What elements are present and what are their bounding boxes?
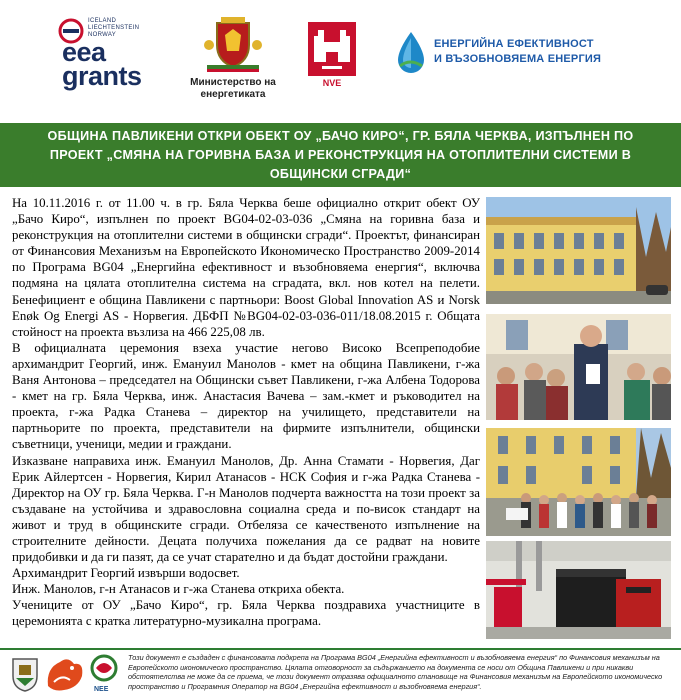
eea-grants-logo [58,18,168,98]
energy-efficiency-text: ЕНЕРГИЙНА ЕФЕКТИВНОСТ И ВЪЗОБНОВЯЕМА ЕНЕРГИЯ [434,38,602,65]
paragraph-students: Учениците от ОУ „Бачо Киро“, гр. Бяла Черква поздравиха участниците в церемонията с кратка литературно-музикална програма. [12,598,480,629]
ministry-label: Министерство на енергетиката [190,77,276,100]
paragraph-attendees: В официалната церемония взеха участие негово Високо Всепреподобие архимандрит Георгий, инж. Емануил Манолов - кмет на община Павликени, г-жа Ваня Антонова – председател на Общински съвет Павликени, г-жа Албена Тодорова - кмет на гр. Бяла Черква, инж. Анастасия Вачева – зам.-кмет и ръководител на проекта, г-жа Радка Станева – директор на училището, представители на партньорите по проекта, представители на фирмите изпълнители, общински съветници, ученици, медии и граждани. [12,340,480,452]
article-body [12,195,480,630]
logo-header [0,0,681,117]
nve-label: NVE [322,78,342,88]
eea-countries: ICELAND LIECHTENSTEIN NORWAY [88,18,140,38]
paragraph-opening: На 10.11.2016 г. от 11.00 ч. в гр. Бяла Черква беше официално открит обект ОУ „Бачо Киро“, изпълнен по проект BG04-02-03-036 „Смяна на горивна база и реконструкция на отоплителни системи в общински сгради“. Проектът, финансиран от Финансовия Механизъм на Европейското Икономическо Пространство 2009-2014 по Програма BG04 „Енергийна ефективност и възобновяема енергия“, включва подмяна на цялата отоплителна система на сградата, вкл. нов котел на пелети. Бенефициент е община Павликени с партньори: Boost Global Innovation AS и Norsk Enøk Og Energi AS - Норвегия. ДБФП №BG04-02-03-036-011/18.08.2015 г. Общата стойност на проекта възлиза на 466 225,08 лв. [12,196,480,339]
ministry-of-energy-logo [178,15,288,105]
article-title: ОБЩИНА ПАВЛИКЕНИ ОТКРИ ОБЕКТ ОУ „БАЧО КИРО“, ГР. БЯЛА ЧЕРКВА, ИЗПЪЛНЕН ПО ПРОЕКТ „СМЯНА НА ГОРИВНА БАЗА И РЕКОНСТРУКЦИЯ НА ОТОПЛИТЕЛНИ СИСТЕМИ В ОБЩИНСКИ СГРАДИ“ [47,128,634,181]
nee-logo-icon [90,654,118,684]
paragraph-blessing: Архимандрит Георгий извърши водосвет. [12,566,240,581]
footer-logos [10,654,122,698]
dragon-logo-icon [44,654,86,694]
nve-logo [308,22,356,92]
paragraph-speeches: Изказване направиха инж. Емануил Манолов, Др. Анна Стамати - Норвегия, Даг Ерик Айлертсен - Норвегия, Кирил Атанасов - НСК София и г-жа Радка Станева - Директор на ОУ гр. Бяла Черква. Г-н Манолов подчерта важността на този проект за създаване на устойчива и здравословна социална среда и по-висок стандарт на живот и труд в общинските сгради. Отбеляза се качественото изпълнение на строителните дейности. Децата получиха пожелания да се радват на новите придобивки и да ги пазят, да се учат старателно и да бъдат достойни граждани. [12,453,480,565]
nve-emblem-icon [308,22,356,76]
coat-of-arms-icon [203,15,263,73]
photo-ceremony-speech [486,314,671,420]
photo-ceremony-crowd [486,428,671,536]
photo-school-building [486,197,671,304]
pavlikeni-crest-icon [10,656,40,692]
article-title-bar [0,123,681,187]
footer-disclaimer: Този документ е създаден с финансовата подкрепа на Програма BG04 „Енергийна ефективност и възобновяема енергия“ по Финансовия механизъм на Европейското икономическо пространство. Цялата отговорност за съдържанието на документа се носи от Община Павликени и при никакви обстоятелства не може да се приема, че този документ отразява официалното становище на Финансовия механизъм на Европейското икономическо пространство и Програмния Оператор на BG04 „Енергийна ефективност и възобновяема енергия“. [128,653,663,691]
photo-pellet-boiler [486,541,671,639]
footer-divider [0,648,681,650]
nee-label: NEE [94,686,109,693]
paragraph-opening-ceremony: Инж. Манолов, г-н Атанасов и г-жа Станева откриха обекта. [12,582,345,597]
eea-brand-text: eea grants [62,37,142,91]
energy-efficiency-logo [392,30,662,80]
water-drop-icon [392,30,430,76]
